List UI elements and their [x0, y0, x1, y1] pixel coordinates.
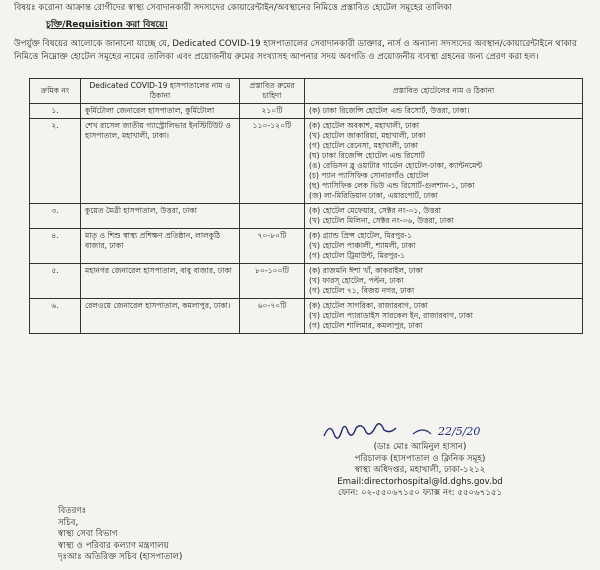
hotel-item: (খ) ফারস্ হোটেল, পল্টন, ঢাকা — [309, 276, 404, 285]
cell-hospital: শেখ রাসেল জাতীয় গ্যাস্ট্রোলিভার ইনস্টিটিউট ও হাসপাতাল, মহাখালী, ঢাকা। — [81, 119, 240, 204]
cell-hotels — [305, 204, 583, 229]
hotel-item: (চ) প্যান প্যাসিফিক সোনারগাঁও হোটেল — [309, 171, 429, 180]
cell-serial: ১. — [30, 104, 81, 119]
distribution-line: সচিব, — [58, 517, 79, 528]
cell-serial: ৩. — [30, 204, 81, 229]
hotel-item: (ঘ) ঢাকা রিজেন্সি হোটেল এন্ড রিসোর্ট — [309, 151, 425, 160]
table-row — [30, 229, 583, 264]
cell-serial: ৬. — [30, 299, 81, 334]
table-row — [30, 104, 583, 119]
cell-hotels — [305, 229, 583, 264]
table-row — [30, 119, 583, 204]
cell-serial: ৪. — [30, 229, 81, 264]
svg-text:22/5/20: 22/5/20 — [438, 425, 481, 438]
cell-hospital: মহানগর জেনারেল হাসপাতাল, বাবু বাজার, ঢাকা — [81, 264, 240, 299]
cell-hotels — [305, 264, 583, 299]
hotel-item: (জ) লা-মিরিডিয়ান ঢাকা, এয়ারপোর্ট, ঢাকা — [309, 191, 438, 200]
header-serial: ক্রমিক নং — [30, 79, 81, 104]
cell-hotels — [305, 299, 583, 334]
hotel-item: (ক) ঢাকা রিজেন্সি হোটেল এন্ড রিসোর্ট, উত্তরা, ঢাকা। — [309, 106, 470, 115]
table-header-row — [30, 79, 583, 104]
cell-rooms: ১১০-১২০টি — [240, 119, 305, 204]
hotel-item: (গ) হোটেল ৭১, বিজয় নগর, ঢাকা — [309, 286, 415, 295]
distribution-heading: বিতরণঃ — [58, 506, 87, 516]
hotel-item: (গ) হোটেল ট্রিমাউন্ট, মিরপুর-১ — [309, 251, 406, 260]
hotel-item: (খ) হোটেল মিলিনা, সেক্টর নং-০৬, উত্তরা, ঢাকা — [309, 216, 454, 225]
header-hospital: Dedicated COVID-19 হাসপাতালের নাম ও ঠিকানা — [81, 79, 240, 104]
hotel-item: (খ) হোটেল জাকারিয়া, মহাখালী, ঢাকা — [309, 131, 426, 140]
cell-rooms: ২১০টি — [240, 104, 305, 119]
hotel-item: (ঙ) রেডিসন ব্লু ওয়াটার গার্ডেন হোটেল-ঢাকা, ক্যান্টনমেন্ট — [309, 161, 483, 170]
cell-rooms: ৮০-১০০টি — [240, 264, 305, 299]
signatory-email[interactable]: Email:directorhospital@ld.dghs.gov.bd — [337, 476, 503, 487]
hotel-item: (গ) হোটেল শালিমার, কমলাপুর, ঢাকা — [309, 321, 423, 330]
hotel-list-table — [29, 78, 583, 334]
header-rooms: প্রস্তাবিত রুমের চাহিদা — [240, 79, 305, 104]
cell-hospital: মাতৃ ও শিশু স্বাস্থ্য প্রশিক্ষণ প্রতিষ্ঠান, লালকুঠি বাজার, ঢাকা — [81, 229, 240, 264]
table-row — [30, 204, 583, 229]
header-hotels: প্রস্তাবিত হোটেলের নাম ও ঠিকানা — [305, 79, 583, 104]
hotel-item: (খ) হোটেল পাঞ্চালী, শ্যামলী, ঢাকা — [309, 241, 416, 250]
distribution-list — [58, 506, 358, 564]
cell-hospital: কুয়েত মৈত্রী হাসপাতাল, উত্তরা, ঢাকা — [81, 204, 240, 229]
cell-hotels — [305, 119, 583, 204]
signatory-phone: ফোন: ০২-৫৫০৬৭১৫০ ফ্যাক্স নং: ৫৫০৬৭১৫১ — [337, 488, 503, 498]
cell-rooms: ৬০-৭০টি — [240, 299, 305, 334]
subject-line: বিষয়ঃ করোনা আক্রান্ত রোগীদের স্বাস্থ্য সেবাদানকারী সদস্যদের কোয়ারেন্টাইন/অবস্থানের নিমিত্তে প্রস্তাবিত হোটেল সমূহের তালিকা — [14, 3, 452, 13]
signatory-designation: পরিচালক (হাসপাতাল ও ক্লিনিক সমূহ) — [354, 453, 486, 464]
table-row — [30, 299, 583, 334]
hotel-item: (ছ) প্যাসিফিক লেক ভিউ এন্ড রিসোর্ট-গুলশান-১, ঢাকা — [309, 181, 475, 190]
cell-rooms: ৭০-৮০টি — [240, 229, 305, 264]
signatory-office: স্বাস্থ্য অধিদপ্তর, মহাখালী, ঢাকা-১২১২ — [354, 465, 486, 475]
cell-hospital: রেলওয়ে জেনারেল হাসপাতাল, কমলাপুর, ঢাকা। — [81, 299, 240, 334]
cell-serial: ২. — [30, 119, 81, 204]
distribution-line: স্বাস্থ্য সেবা বিভাগ — [58, 529, 118, 539]
intro-paragraph: উপর্যুক্ত বিষয়ের আলোকে জানানো যাচ্ছে যে, Dedicated COVID-19 হাসপাতালের সেবাদানকারী ডাক্তার, নার্স ও অন্যান্য সদস্যদের অবস্থান/কোয়ারেন্টাইনে থাকার নিমিত্তে নিম্নোক্ত হোটেল সমূহের নামের তালিকা এবং প্রয়োজনীয় রুমের সংখ্যাসহ আপনার সদয় অবগতি ও প্রয়োজনীয় ব্যবস্থা গ্রহনের জন্য প্রেরণ করা হল। — [14, 39, 577, 62]
hotel-item: (ক) হোটেল অবকাশ, মহাখালী, ঢাকা — [309, 121, 420, 130]
distribution-line: স্বাস্থ্য ও পরিবার কল্যাণ মন্ত্রণালয় — [58, 540, 169, 551]
distribution-line: দৃঃআঃ অতিরিক্ত সচিব (হাসপাতাল) — [58, 552, 183, 562]
cell-hotels — [305, 104, 583, 119]
table-row — [30, 264, 583, 299]
cell-rooms — [240, 204, 305, 229]
subject-title: চুক্তি/Requisition করা বিষয়ে। — [46, 20, 168, 30]
signatory-block — [270, 416, 570, 500]
hotel-item: (ক) হোটেল মেফেয়ার, সেক্টর নং-০১, উত্তরা — [309, 206, 441, 215]
signatory-name: (ডাঃ মোঃ আমিনুল হাসান) — [373, 442, 467, 452]
hotel-item: (ক) রাজমনি ঈশা খাঁ, কাকরাইল, ঢাকা — [309, 266, 423, 275]
hotel-item: (খ) হোটেল প্যারাডাইস সারকেল ইন, রাজারবাগ, ঢাকা — [309, 311, 473, 320]
hotel-item: (ক) হোটেল সাগরিকা, রাজারবাগ, ঢাকা — [309, 301, 428, 310]
cell-hospital: কুর্মিটোলা জেনারেল হাসপাতাল, কুর্মিটোলা — [81, 104, 240, 119]
cell-serial: ৫. — [30, 264, 81, 299]
hotel-item: (গ) হোটেল রেনেসা, মহাখালী, ঢাকা — [309, 141, 419, 150]
hotel-item: (ক) গ্র্যান্ড প্রিন্স হোটেল, মিরপুর-১ — [309, 231, 412, 240]
